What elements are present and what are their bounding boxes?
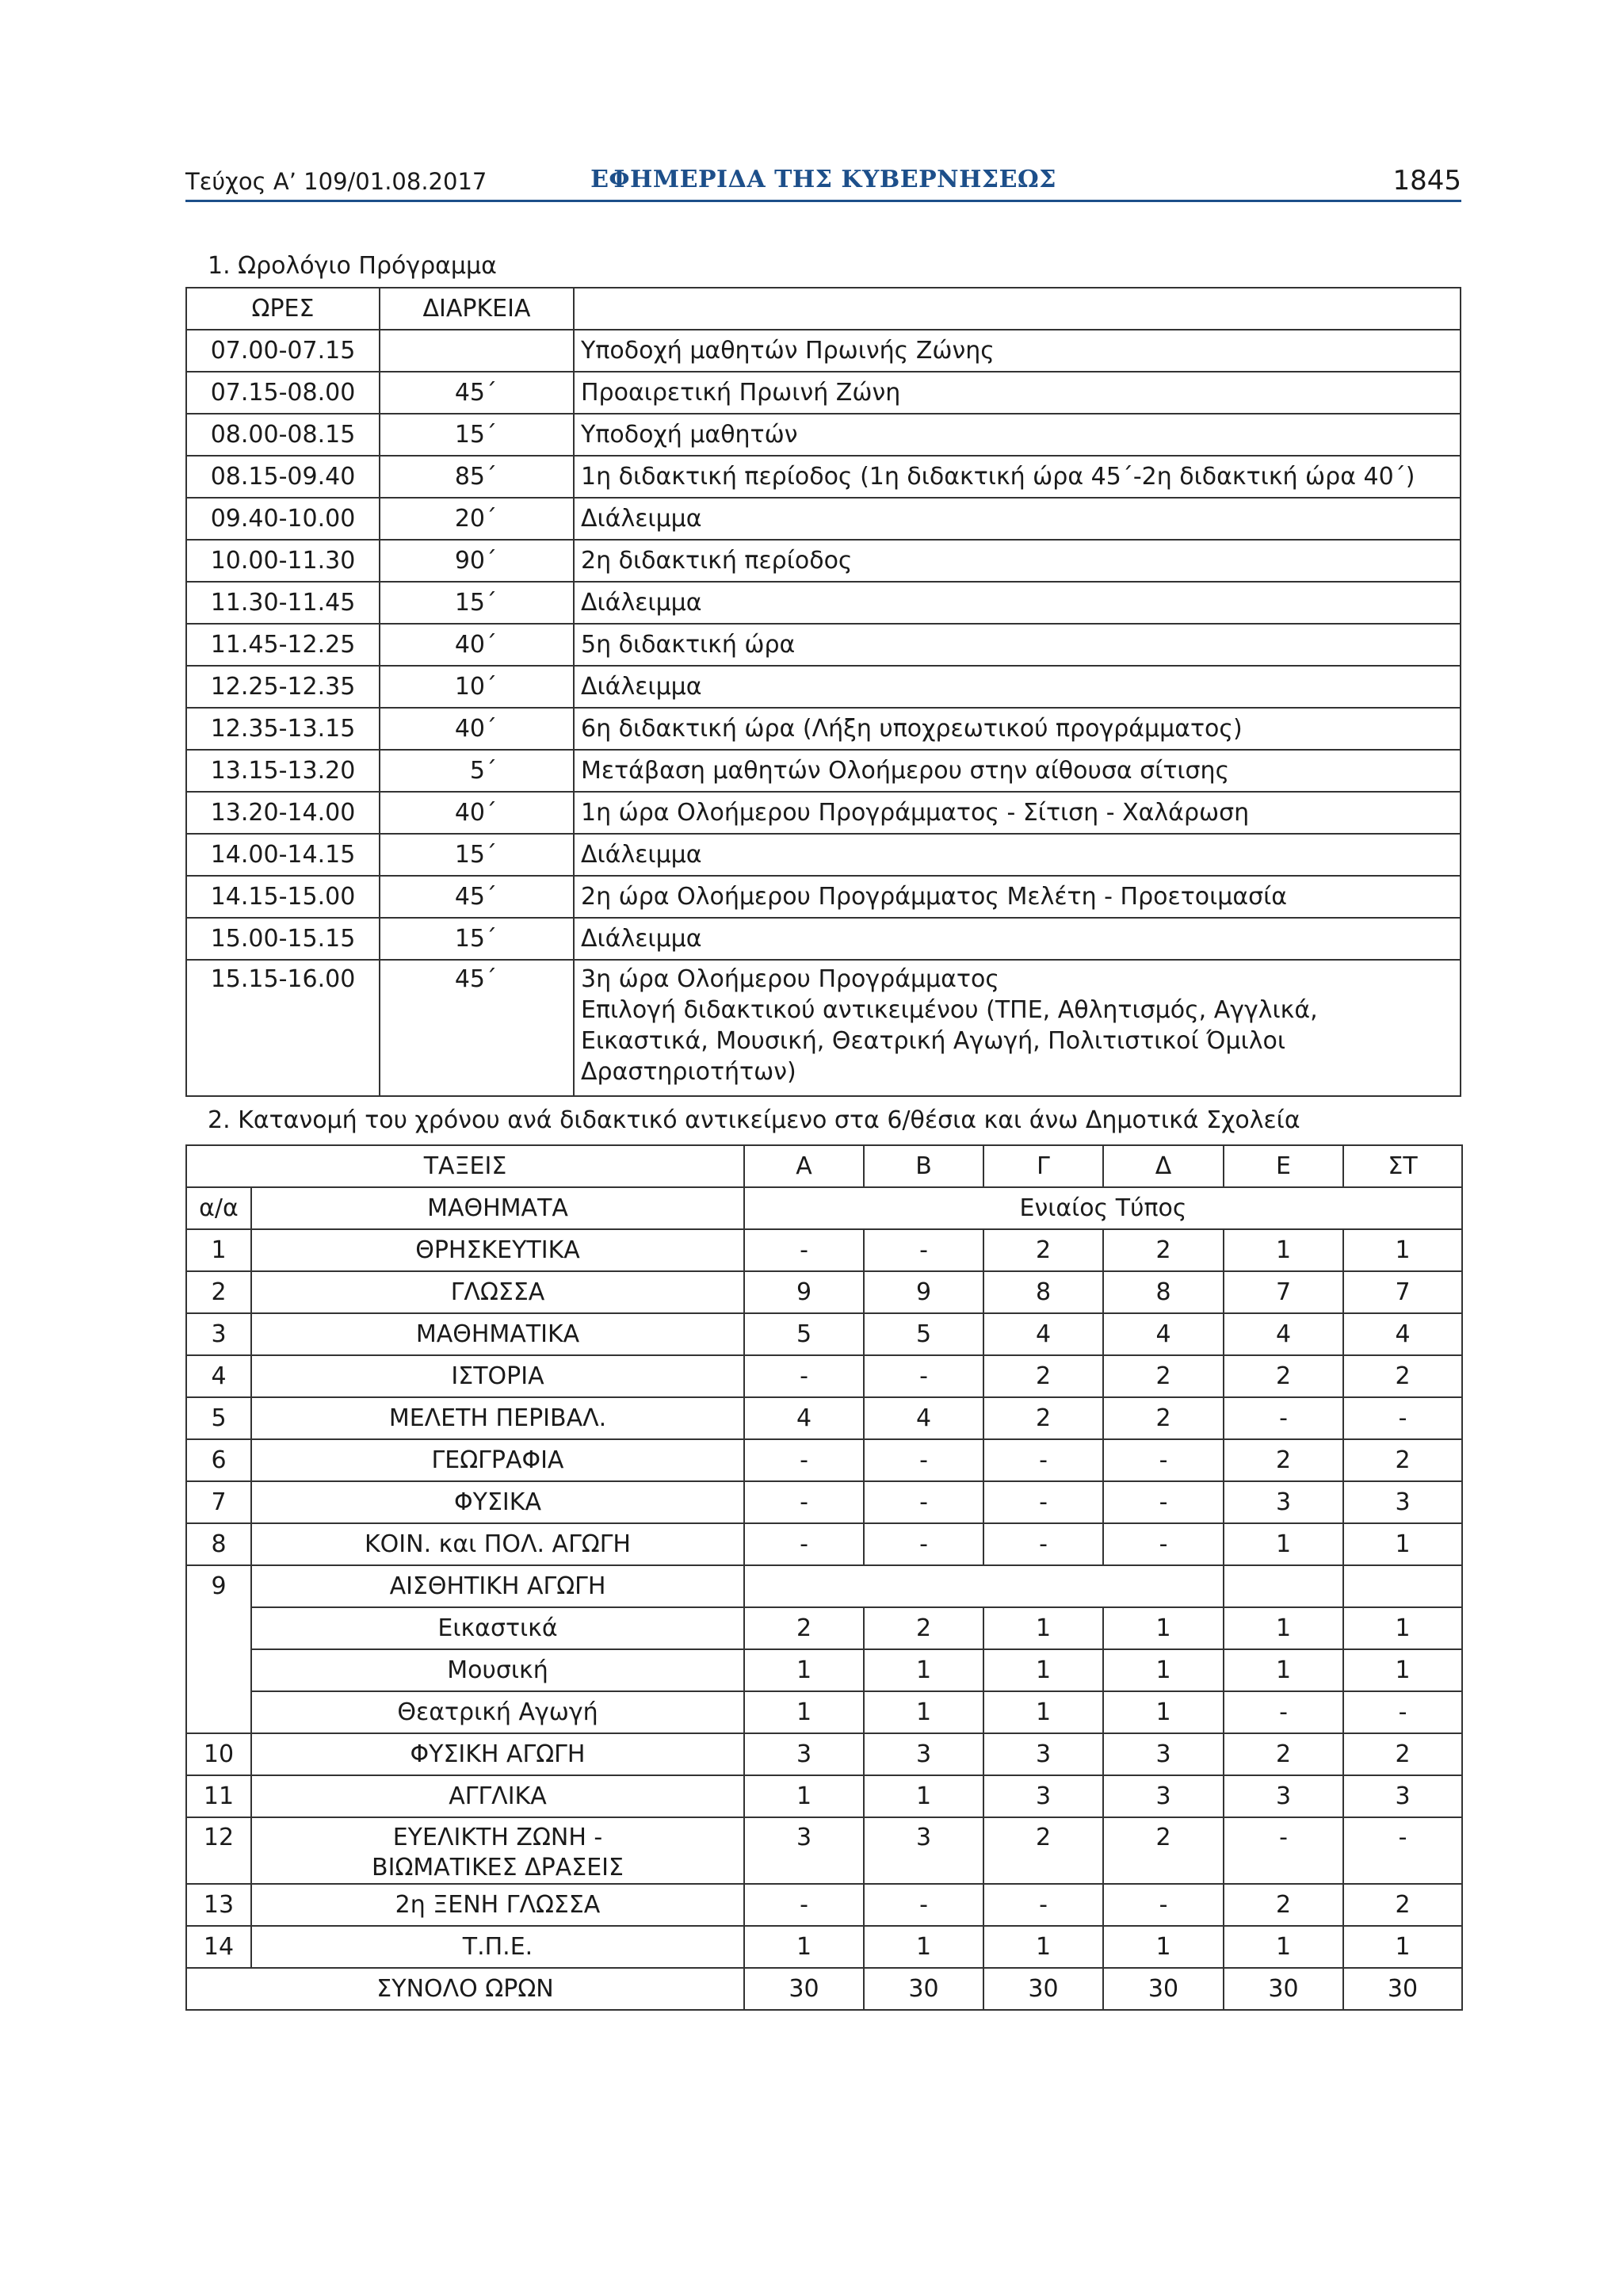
hours-value: 4 [864, 1397, 983, 1439]
hours-value: 1 [1343, 1649, 1462, 1691]
hours-value: - [864, 1355, 983, 1397]
hours-value: 2 [1224, 1884, 1343, 1926]
hours-value: 1 [1103, 1926, 1224, 1968]
hours-value: - [1343, 1817, 1462, 1884]
subject-name: 2η ΞΕΝΗ ΓΛΩΣΣΑ [251, 1884, 744, 1926]
duration-header: ΔΙΑΡΚΕΙΑ [380, 288, 574, 330]
subjects-header: ΜΑΘΗΜΑΤΑ [251, 1187, 744, 1229]
hours-value: - [983, 1481, 1103, 1523]
row-number: 2 [186, 1271, 251, 1313]
subject-name: ΜΕΛΕΤΗ ΠΕΡΙΒΑΛ. [251, 1397, 744, 1439]
schedule-row [186, 876, 1461, 918]
subject-name: ΑΙΣΘΗΤΙΚΗ ΑΓΩΓΗ [251, 1565, 744, 1607]
sub-subject-row [186, 1607, 1462, 1649]
sub-subject-name: Θεατρική Αγωγή [251, 1691, 744, 1733]
row-number: 5 [186, 1397, 251, 1439]
hours-value: - [744, 1229, 864, 1271]
time-range-cell: 08.00-08.15 [186, 414, 380, 456]
hours-value: 2 [1343, 1884, 1462, 1926]
empty-cell [1343, 1565, 1462, 1607]
page-header [185, 159, 1461, 202]
hours-value: 2 [1343, 1355, 1462, 1397]
class-header: Δ [1103, 1145, 1224, 1187]
schedule-row [186, 834, 1461, 876]
total-label: ΣΥΝΟΛΟ ΩΡΩΝ [186, 1968, 744, 2010]
duration-cell: 15΄ [380, 918, 574, 960]
hours-value: 1 [983, 1691, 1103, 1733]
allocation-table [185, 1144, 1463, 2011]
activity-cell: Διάλειμμα [574, 498, 1461, 540]
row-number: 10 [186, 1733, 251, 1775]
hours-value: - [983, 1884, 1103, 1926]
subject-row [186, 1817, 1462, 1884]
hours-value: 1 [983, 1649, 1103, 1691]
hours-value: - [864, 1481, 983, 1523]
schedule-row [186, 624, 1461, 666]
total-row [186, 1968, 1462, 2010]
subject-name: ΘΡΗΣΚΕΥΤΙΚΑ [251, 1229, 744, 1271]
hours-value: 1 [1224, 1926, 1343, 1968]
hours-value: 1 [983, 1926, 1103, 1968]
subject-row [186, 1926, 1462, 1968]
subject-row [186, 1229, 1462, 1271]
duration-cell: 10΄ [380, 666, 574, 708]
hours-value: 3 [983, 1733, 1103, 1775]
duration-cell: 85΄ [380, 456, 574, 498]
activity-header [574, 288, 1461, 330]
hours-value: 2 [1103, 1229, 1224, 1271]
hours-value: 2 [1103, 1355, 1224, 1397]
row-number: 9 [186, 1565, 251, 1733]
hours-value: - [864, 1884, 983, 1926]
hours-value: 2 [1343, 1439, 1462, 1481]
subject-row [186, 1397, 1462, 1439]
hours-value: 1 [864, 1691, 983, 1733]
hours-value: - [744, 1884, 864, 1926]
hours-value: - [1224, 1397, 1343, 1439]
hours-value: 1 [1343, 1926, 1462, 1968]
hours-value: 4 [744, 1397, 864, 1439]
subject-name: ΦΥΣΙΚΑ [251, 1481, 744, 1523]
total-value: 30 [1343, 1968, 1462, 2010]
row-number: 11 [186, 1775, 251, 1817]
activity-cell: 5η διδακτική ώρα [574, 624, 1461, 666]
page-number: 1845 [1392, 165, 1461, 197]
subject-row [186, 1884, 1462, 1926]
hours-value: 1 [1103, 1691, 1224, 1733]
hours-value: 3 [1343, 1481, 1462, 1523]
hours-value: 1 [744, 1775, 864, 1817]
subject-row [186, 1355, 1462, 1397]
schedule-row [186, 330, 1461, 372]
time-range-cell: 11.45-12.25 [186, 624, 380, 666]
subject-name: ΑΓΓΛΙΚΑ [251, 1775, 744, 1817]
time-range-cell: 13.20-14.00 [186, 792, 380, 834]
duration-cell: 45΄ [380, 372, 574, 414]
hours-value: 3 [1103, 1733, 1224, 1775]
subject-name: ΦΥΣΙΚΗ ΑΓΩΓΗ [251, 1733, 744, 1775]
total-value: 30 [864, 1968, 983, 2010]
schedule-row [186, 582, 1461, 624]
hours-value: 2 [1224, 1733, 1343, 1775]
schedule-table [185, 287, 1461, 1097]
hours-value: - [744, 1523, 864, 1565]
duration-cell: 45΄ [380, 960, 574, 1096]
hours-value: 2 [983, 1229, 1103, 1271]
schedule-row [186, 666, 1461, 708]
duration-cell: 40΄ [380, 708, 574, 750]
schedule-row [186, 918, 1461, 960]
hours-value: - [1103, 1884, 1224, 1926]
classes-label: ΤΑΞΕΙΣ [186, 1145, 744, 1187]
schedule-row [186, 960, 1461, 1096]
schedule-header-row [186, 288, 1461, 330]
schedule-row [186, 708, 1461, 750]
aa-header: α/α [186, 1187, 251, 1229]
hours-value: 1 [744, 1691, 864, 1733]
class-header: Γ [983, 1145, 1103, 1187]
subject-row [186, 1481, 1462, 1523]
activity-cell: Διάλειμμα [574, 834, 1461, 876]
hours-value: - [1103, 1523, 1224, 1565]
empty-cell [744, 1565, 1224, 1607]
activity-cell: 1η διδακτική περίοδος (1η διδακτική ώρα 45΄-2η διδακτική ώρα 40΄) [574, 456, 1461, 498]
duration-cell: 40΄ [380, 792, 574, 834]
time-range-cell: 13.15-13.20 [186, 750, 380, 792]
hours-value: 3 [983, 1775, 1103, 1817]
schedule-row [186, 498, 1461, 540]
hours-value: 2 [1103, 1397, 1224, 1439]
hours-value: 2 [1224, 1439, 1343, 1481]
hours-value: 8 [1103, 1271, 1224, 1313]
empty-cell [1224, 1565, 1343, 1607]
subject-name: ΙΣΤΟΡΙΑ [251, 1355, 744, 1397]
hours-value: 1 [1224, 1607, 1343, 1649]
duration-cell: 90΄ [380, 540, 574, 582]
hours-value: 8 [983, 1271, 1103, 1313]
hours-value: 2 [1103, 1817, 1224, 1884]
schedule-row [186, 372, 1461, 414]
hours-value: 1 [1224, 1229, 1343, 1271]
hours-value: 2 [983, 1355, 1103, 1397]
activity-cell: Διάλειμμα [574, 666, 1461, 708]
subject-name: ΓΛΩΣΣΑ [251, 1271, 744, 1313]
time-range-cell: 14.00-14.15 [186, 834, 380, 876]
hours-value: 1 [1343, 1229, 1462, 1271]
hours-value: 9 [864, 1271, 983, 1313]
hours-value: 1 [1343, 1523, 1462, 1565]
duration-cell: 40΄ [380, 624, 574, 666]
total-value: 30 [983, 1968, 1103, 2010]
hours-value: 7 [1224, 1271, 1343, 1313]
row-number: 12 [186, 1817, 251, 1884]
subject-name: ΜΑΘΗΜΑΤΙΚΑ [251, 1313, 744, 1355]
hours-value: 1 [864, 1926, 983, 1968]
hours-value: 7 [1343, 1271, 1462, 1313]
duration-cell: 15΄ [380, 582, 574, 624]
time-range-cell: 12.35-13.15 [186, 708, 380, 750]
hours-value: 2 [864, 1607, 983, 1649]
hours-value: 1 [1103, 1607, 1224, 1649]
hours-value: 3 [864, 1733, 983, 1775]
schedule-row [186, 540, 1461, 582]
total-value: 30 [744, 1968, 864, 2010]
subjects-header-row [186, 1187, 1462, 1229]
activity-cell: 6η διδακτική ώρα (Λήξη υποχρεωτικού προγράμματος) [574, 708, 1461, 750]
hours-value: - [1103, 1439, 1224, 1481]
time-range-cell: 15.00-15.15 [186, 918, 380, 960]
activity-cell: Διάλειμμα [574, 918, 1461, 960]
duration-cell: 20΄ [380, 498, 574, 540]
hours-value: 1 [1103, 1649, 1224, 1691]
hours-header: ΩΡΕΣ [186, 288, 380, 330]
gazette-title: ΕΦΗΜΕΡΙΔΑ ΤΗΣ ΚΥΒΕΡΝΗΣΕΩΣ [590, 166, 1056, 193]
hours-value: 4 [1343, 1313, 1462, 1355]
duration-cell: 5΄ [380, 750, 574, 792]
issue-number: Τεύχος Α’ 109/01.08.2017 [185, 168, 487, 195]
hours-value: - [864, 1439, 983, 1481]
duration-cell: 15΄ [380, 834, 574, 876]
activity-cell: Διάλειμμα [574, 582, 1461, 624]
hours-value: 2 [983, 1817, 1103, 1884]
activity-cell: 2η διδακτική περίοδος [574, 540, 1461, 582]
sub-subject-row [186, 1649, 1462, 1691]
hours-value: - [744, 1439, 864, 1481]
sub-subject-name: Εικαστικά [251, 1607, 744, 1649]
subject-name: ΓΕΩΓΡΑΦΙΑ [251, 1439, 744, 1481]
activity-cell: Υποδοχή μαθητών Πρωινής Ζώνης [574, 330, 1461, 372]
hours-value: - [983, 1523, 1103, 1565]
hours-value: 4 [983, 1313, 1103, 1355]
hours-value: 3 [744, 1733, 864, 1775]
sub-subject-name: Μουσική [251, 1649, 744, 1691]
subject-row [186, 1271, 1462, 1313]
class-header: ΣΤ [1343, 1145, 1462, 1187]
schedule-title: 1. Ωρολόγιο Πρόγραμμα [208, 252, 497, 280]
subject-row [186, 1775, 1462, 1817]
hours-value: 1 [1343, 1607, 1462, 1649]
hours-value: 4 [1103, 1313, 1224, 1355]
hours-value: 2 [1343, 1733, 1462, 1775]
hours-value: 1 [744, 1926, 864, 1968]
hours-value: 1 [1224, 1649, 1343, 1691]
total-value: 30 [1103, 1968, 1224, 2010]
activity-cell: 2η ώρα Ολοήμερου Προγράμματος Μελέτη - Προετοιμασία [574, 876, 1461, 918]
row-number: 3 [186, 1313, 251, 1355]
hours-value: - [1224, 1691, 1343, 1733]
row-number: 7 [186, 1481, 251, 1523]
schedule-row [186, 414, 1461, 456]
activity-cell: 3η ώρα Ολοήμερου Προγράμματος Επιλογή διδακτικού αντικειμένου (ΤΠΕ, Αθλητισμός, Αγγλικά, Εικαστικά, Μουσική, Θεατρική Αγωγή, Πολιτιστικοί Όμιλοι Δραστηριοτήτων) [574, 960, 1461, 1096]
hours-value: - [744, 1481, 864, 1523]
hours-value: 1 [1224, 1523, 1343, 1565]
subject-row [186, 1565, 1462, 1607]
time-range-cell: 10.00-11.30 [186, 540, 380, 582]
hours-value: 2 [1224, 1355, 1343, 1397]
activity-cell: Υποδοχή μαθητών [574, 414, 1461, 456]
hours-value: 1 [983, 1607, 1103, 1649]
hours-value: 3 [1343, 1775, 1462, 1817]
row-number: 13 [186, 1884, 251, 1926]
hours-value: - [864, 1229, 983, 1271]
time-range-cell: 07.15-08.00 [186, 372, 380, 414]
hours-value: 4 [1224, 1313, 1343, 1355]
duration-cell [380, 330, 574, 372]
subject-name: ΕΥΕΛΙΚΤΗ ΖΩΝΗ - ΒΙΩΜΑΤΙΚΕΣ ΔΡΑΣΕΙΣ [251, 1817, 744, 1884]
hours-value: 1 [864, 1775, 983, 1817]
activity-cell: 1η ώρα Ολοήμερου Προγράμματος - Σίτιση - Χαλάρωση [574, 792, 1461, 834]
class-header: Ε [1224, 1145, 1343, 1187]
sub-subject-row [186, 1691, 1462, 1733]
hours-value: 3 [744, 1817, 864, 1884]
hours-value: - [1343, 1397, 1462, 1439]
row-number: 14 [186, 1926, 251, 1968]
hours-value: 3 [864, 1817, 983, 1884]
school-type-header: Ενιαίος Τύπος [744, 1187, 1462, 1229]
schedule-row [186, 750, 1461, 792]
row-number: 6 [186, 1439, 251, 1481]
time-range-cell: 11.30-11.45 [186, 582, 380, 624]
hours-value: 5 [744, 1313, 864, 1355]
hours-value: 9 [744, 1271, 864, 1313]
time-range-cell: 07.00-07.15 [186, 330, 380, 372]
hours-value: - [744, 1355, 864, 1397]
schedule-row [186, 792, 1461, 834]
activity-cell: Προαιρετική Πρωινή Ζώνη [574, 372, 1461, 414]
row-number: 1 [186, 1229, 251, 1271]
subject-row [186, 1733, 1462, 1775]
hours-value: - [1103, 1481, 1224, 1523]
subject-row [186, 1313, 1462, 1355]
allocation-title: 2. Κατανομή του χρόνου ανά διδακτικό αντικείμενο στα 6/θέσια και άνω Δημοτικά Σχολεία [208, 1106, 1300, 1134]
subject-name: ΚΟΙΝ. και ΠΟΛ. ΑΓΩΓΗ [251, 1523, 744, 1565]
schedule-row [186, 456, 1461, 498]
time-range-cell: 09.40-10.00 [186, 498, 380, 540]
subject-row [186, 1523, 1462, 1565]
hours-value: 1 [864, 1649, 983, 1691]
duration-cell: 45΄ [380, 876, 574, 918]
hours-value: 1 [744, 1649, 864, 1691]
duration-cell: 15΄ [380, 414, 574, 456]
time-range-cell: 08.15-09.40 [186, 456, 380, 498]
activity-cell: Μετάβαση μαθητών Ολοήμερου στην αίθουσα σίτισης [574, 750, 1461, 792]
total-value: 30 [1224, 1968, 1343, 2010]
hours-value: 2 [983, 1397, 1103, 1439]
time-range-cell: 12.25-12.35 [186, 666, 380, 708]
hours-value: 3 [1224, 1481, 1343, 1523]
hours-value: 2 [744, 1607, 864, 1649]
time-range-cell: 15.15-16.00 [186, 960, 380, 1096]
hours-value: - [864, 1523, 983, 1565]
hours-value: - [1343, 1691, 1462, 1733]
subject-name: Τ.Π.Ε. [251, 1926, 744, 1968]
class-header: Α [744, 1145, 864, 1187]
class-header: Β [864, 1145, 983, 1187]
hours-value: 5 [864, 1313, 983, 1355]
row-number: 8 [186, 1523, 251, 1565]
hours-value: - [1224, 1817, 1343, 1884]
hours-value: 3 [1224, 1775, 1343, 1817]
classes-header-row [186, 1145, 1462, 1187]
row-number: 4 [186, 1355, 251, 1397]
time-range-cell: 14.15-15.00 [186, 876, 380, 918]
hours-value: - [983, 1439, 1103, 1481]
hours-value: 3 [1103, 1775, 1224, 1817]
subject-row [186, 1439, 1462, 1481]
